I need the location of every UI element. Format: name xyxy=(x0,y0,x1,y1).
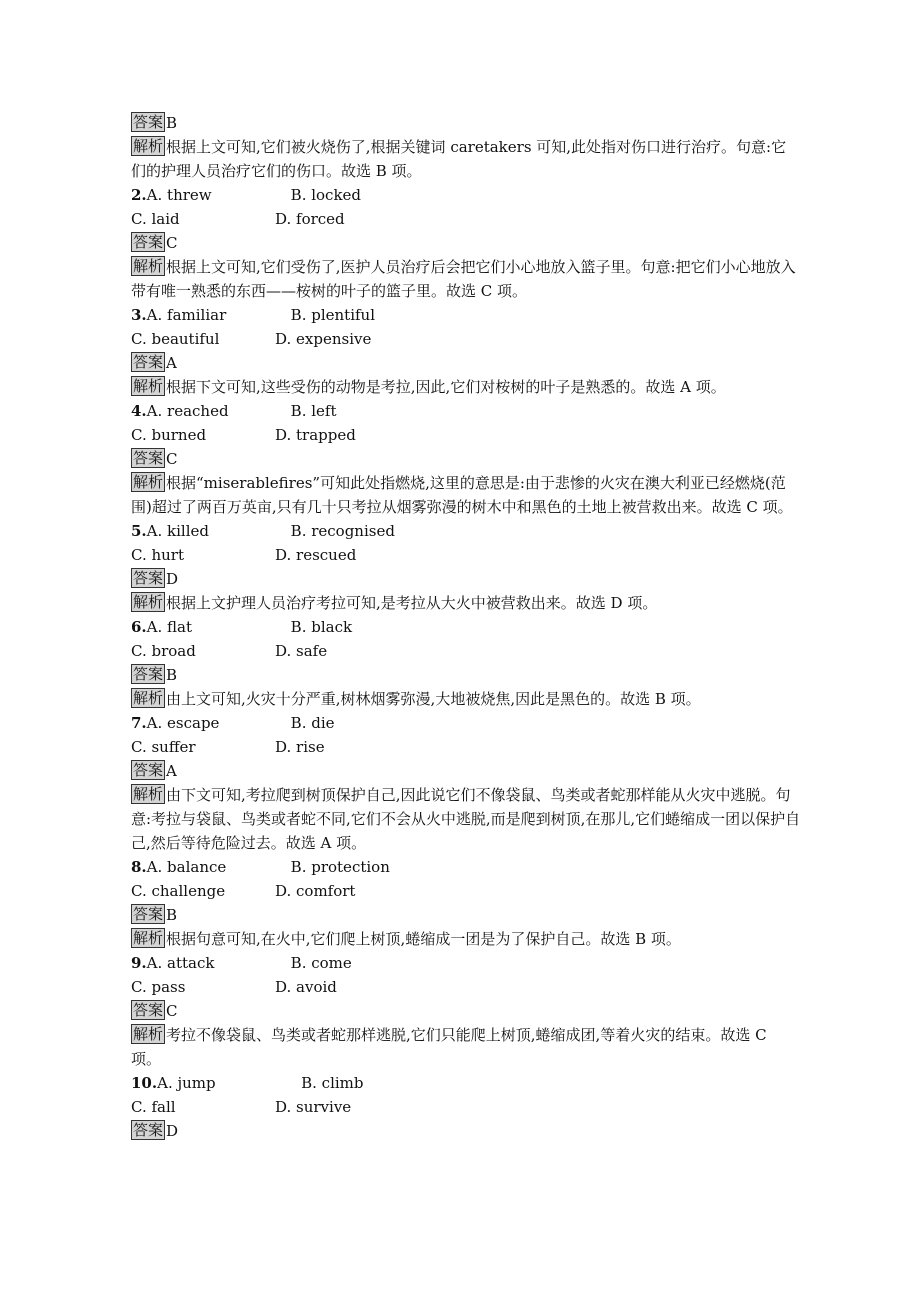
option-b: B. locked xyxy=(290,186,362,204)
analysis-tag: 解析 xyxy=(133,785,164,803)
option-d: D. expensive xyxy=(275,330,372,348)
analysis-paragraph xyxy=(131,783,801,855)
answer-line xyxy=(131,231,801,255)
option-a: A. killed xyxy=(146,522,210,540)
answer-tag: 答案 xyxy=(133,449,164,467)
option-b: B. die xyxy=(290,714,335,732)
answer-value: B xyxy=(166,114,178,132)
option-row xyxy=(131,879,801,903)
analysis-text: 根据上文可知,它们受伤了,医护人员治疗后会把它们小心地放入篮子里。句意:把它们小心地放入带有唯一熟悉的东西——桉树的叶子的篮子里。故选 C 项。 xyxy=(131,258,796,300)
option-c: C. fall xyxy=(131,1098,176,1116)
option-row xyxy=(131,423,801,447)
option-row xyxy=(131,327,801,351)
answer-tag: 答案 xyxy=(133,353,164,371)
option-row xyxy=(131,735,801,759)
analysis-text: 根据“miserablefires”可知此处指燃烧,这里的意思是:由于悲惨的火灾在澳大利亚已经燃烧(范围)超过了两百万英亩,只有几十只考拉从烟雾弥漫的树木中和黑色的土地上被营救出来。故选 C 项。 xyxy=(131,474,793,516)
analysis-paragraph xyxy=(131,591,801,615)
question-number: 9. xyxy=(131,954,147,972)
answer-line xyxy=(131,351,801,375)
option-c: C. hurt xyxy=(131,546,184,564)
question-number: 6. xyxy=(131,618,147,636)
option-d: D. safe xyxy=(275,642,328,660)
answer-line xyxy=(131,567,801,591)
analysis-text: 考拉不像袋鼠、鸟类或者蛇那样逃脱,它们只能爬上树顶,蜷缩成团,等着火灾的结束。故选 C 项。 xyxy=(131,1026,767,1068)
analysis-paragraph xyxy=(131,1023,801,1071)
answer-value: D xyxy=(166,1122,179,1140)
option-b: B. plentiful xyxy=(290,306,376,324)
question-number: 2. xyxy=(131,186,147,204)
option-b: B. black xyxy=(290,618,353,636)
analysis-tag: 解析 xyxy=(133,257,164,275)
option-row xyxy=(131,183,801,207)
option-a: A. balance xyxy=(146,858,227,876)
option-b: B. protection xyxy=(290,858,390,876)
option-row xyxy=(131,1071,801,1095)
question-number: 7. xyxy=(131,714,147,732)
option-row xyxy=(131,519,801,543)
option-row xyxy=(131,207,801,231)
answer-tag: 答案 xyxy=(133,113,164,131)
answer-line xyxy=(131,999,801,1023)
question-number: 3. xyxy=(131,306,147,324)
analysis-paragraph xyxy=(131,375,801,399)
answer-value: B xyxy=(166,906,178,924)
analysis-tag: 解析 xyxy=(133,137,164,155)
answer-line xyxy=(131,663,801,687)
question-number: 8. xyxy=(131,858,147,876)
option-a: A. reached xyxy=(146,402,229,420)
answer-tag: 答案 xyxy=(133,905,164,923)
answer-key-content xyxy=(131,111,801,1143)
option-c: C. pass xyxy=(131,978,186,996)
answer-value: C xyxy=(166,1002,178,1020)
option-row xyxy=(131,951,801,975)
answer-tag: 答案 xyxy=(133,1121,164,1139)
option-d: D. comfort xyxy=(275,882,356,900)
option-row xyxy=(131,615,801,639)
answer-value: D xyxy=(166,570,179,588)
analysis-tag: 解析 xyxy=(133,473,164,491)
answer-value: B xyxy=(166,666,178,684)
analysis-text: 根据下文可知,这些受伤的动物是考拉,因此,它们对桉树的叶子是熟悉的。故选 A 项。 xyxy=(166,378,726,396)
option-a: A. threw xyxy=(146,186,212,204)
analysis-text: 根据上文护理人员治疗考拉可知,是考拉从大火中被营救出来。故选 D 项。 xyxy=(166,594,658,612)
option-d: D. rescued xyxy=(275,546,357,564)
option-row xyxy=(131,399,801,423)
option-a: A. jump xyxy=(157,1074,216,1092)
analysis-paragraph xyxy=(131,471,801,519)
option-row xyxy=(131,711,801,735)
option-d: D. survive xyxy=(275,1098,352,1116)
option-c: C. challenge xyxy=(131,882,226,900)
answer-value: A xyxy=(166,762,177,780)
option-d: D. rise xyxy=(275,738,325,756)
analysis-paragraph xyxy=(131,927,801,951)
answer-tag: 答案 xyxy=(133,233,164,251)
analysis-text: 由上文可知,火灾十分严重,树林烟雾弥漫,大地被烧焦,因此是黑色的。故选 B 项。 xyxy=(166,690,701,708)
option-c: C. laid xyxy=(131,210,180,228)
analysis-tag: 解析 xyxy=(133,377,164,395)
answer-value: A xyxy=(166,354,177,372)
option-d: D. avoid xyxy=(275,978,337,996)
option-row xyxy=(131,1095,801,1119)
option-a: A. escape xyxy=(146,714,220,732)
option-a: A. flat xyxy=(146,618,193,636)
answer-line xyxy=(131,111,801,135)
analysis-text: 根据句意可知,在火中,它们爬上树顶,蜷缩成一团是为了保护自己。故选 B 项。 xyxy=(166,930,681,948)
option-c: C. burned xyxy=(131,426,207,444)
analysis-paragraph xyxy=(131,255,801,303)
option-a: A. attack xyxy=(146,954,215,972)
option-row xyxy=(131,543,801,567)
analysis-tag: 解析 xyxy=(133,593,164,611)
answer-tag: 答案 xyxy=(133,569,164,587)
answer-line xyxy=(131,903,801,927)
option-c: C. suffer xyxy=(131,738,196,756)
question-number: 4. xyxy=(131,402,147,420)
option-row xyxy=(131,975,801,999)
answer-tag: 答案 xyxy=(133,761,164,779)
option-d: D. forced xyxy=(275,210,345,228)
option-row xyxy=(131,639,801,663)
answer-tag: 答案 xyxy=(133,1001,164,1019)
option-b: B. left xyxy=(290,402,337,420)
analysis-text: 根据上文可知,它们被火烧伤了,根据关键词 caretakers 可知,此处指对伤口进行治疗。句意:它们的护理人员治疗它们的伤口。故选 B 项。 xyxy=(131,138,787,180)
option-row xyxy=(131,855,801,879)
analysis-tag: 解析 xyxy=(133,1025,164,1043)
analysis-paragraph xyxy=(131,687,801,711)
analysis-text: 由下文可知,考拉爬到树顶保护自己,因此说它们不像袋鼠、鸟类或者蛇那样能从火灾中逃脱。句意:考拉与袋鼠、鸟类或者蛇不同,它们不会从火中逃脱,而是爬到树顶,在那儿,它们蜷缩成一团以保护自己,然后等待危险过去。故选 A 项。 xyxy=(131,786,801,852)
option-b: B. climb xyxy=(301,1074,364,1092)
option-row xyxy=(131,303,801,327)
answer-value: C xyxy=(166,234,178,252)
analysis-tag: 解析 xyxy=(133,929,164,947)
analysis-paragraph xyxy=(131,135,801,183)
question-number: 10. xyxy=(131,1074,158,1092)
option-c: C. beautiful xyxy=(131,330,220,348)
option-d: D. trapped xyxy=(275,426,356,444)
answer-line xyxy=(131,759,801,783)
question-number: 5. xyxy=(131,522,147,540)
option-c: C. broad xyxy=(131,642,196,660)
answer-line xyxy=(131,447,801,471)
option-a: A. familiar xyxy=(146,306,227,324)
option-b: B. come xyxy=(290,954,352,972)
answer-line xyxy=(131,1119,801,1143)
answer-tag: 答案 xyxy=(133,665,164,683)
analysis-tag: 解析 xyxy=(133,689,164,707)
answer-value: C xyxy=(166,450,178,468)
option-b: B. recognised xyxy=(290,522,395,540)
